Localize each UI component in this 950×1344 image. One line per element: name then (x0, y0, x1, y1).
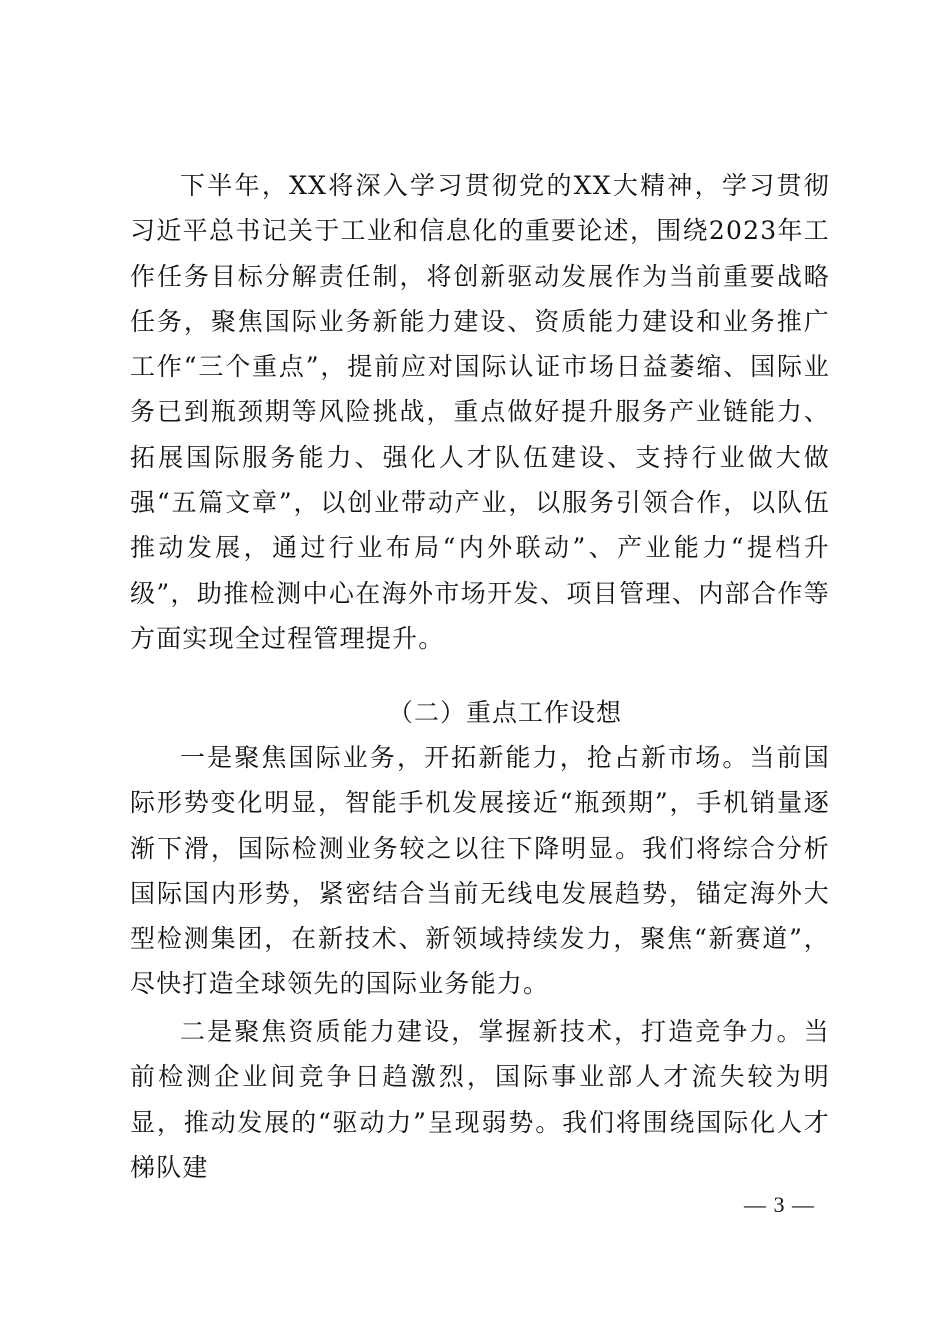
paragraph-point-one: 一是聚焦国际业务，开拓新能力，抢占新市场。当前国际形势变化明显，智能手机发展接近“瓶颈期”，手机销量逐渐下滑，国际检测业务较之以往下降明显。我们将综合分析国际国内形势，紧密结合当前无线电发展趋势，锚定海外大型检测集团，在新技术、新领域持续发力，聚焦“新赛道”，尽快打造全球领先的国际业务能力。 (130, 743, 830, 999)
point-one-paragraph-block (130, 735, 830, 1007)
intro-paragraph-block (130, 163, 830, 661)
point-two-paragraph-block (130, 1009, 830, 1190)
section-heading-block (130, 690, 830, 735)
page-number: — 3 — (744, 1192, 815, 1217)
section-heading: （二）重点工作设想 (387, 698, 622, 727)
paragraph-point-two: 二是聚焦资质能力建设，掌握新技术，打造竞争力。当前检测企业间竞争日趋激烈，国际事业部人才流失较为明显，推动发展的“驱动力”呈现弱势。我们将围绕国际化人才梯队建 (130, 1017, 830, 1182)
paragraph-intro: 下半年，XX将深入学习贯彻党的XX大精神，学习贯彻习近平总书记关于工业和信息化的重要论述，围绕2023年工作任务目标分解责任制，将创新驱动发展作为当前重要战略任务，聚焦国际业务新能力建设、资质能力建设和业务推广工作“三个重点”，提前应对国际认证市场日益萎缩、国际业务已到瓶颈期等风险挑战，重点做好提升服务产业链能力、拓展国际服务能力、强化人才队伍建设、支持行业做大做强“五篇文章”，以创业带动产业，以服务引领合作，以队伍推动发展，通过行业布局“内外联动”、产业能力“提档升级”，助推检测中心在海外市场开发、项目管理、内部合作等方面实现全过程管理提升。 (130, 171, 830, 653)
